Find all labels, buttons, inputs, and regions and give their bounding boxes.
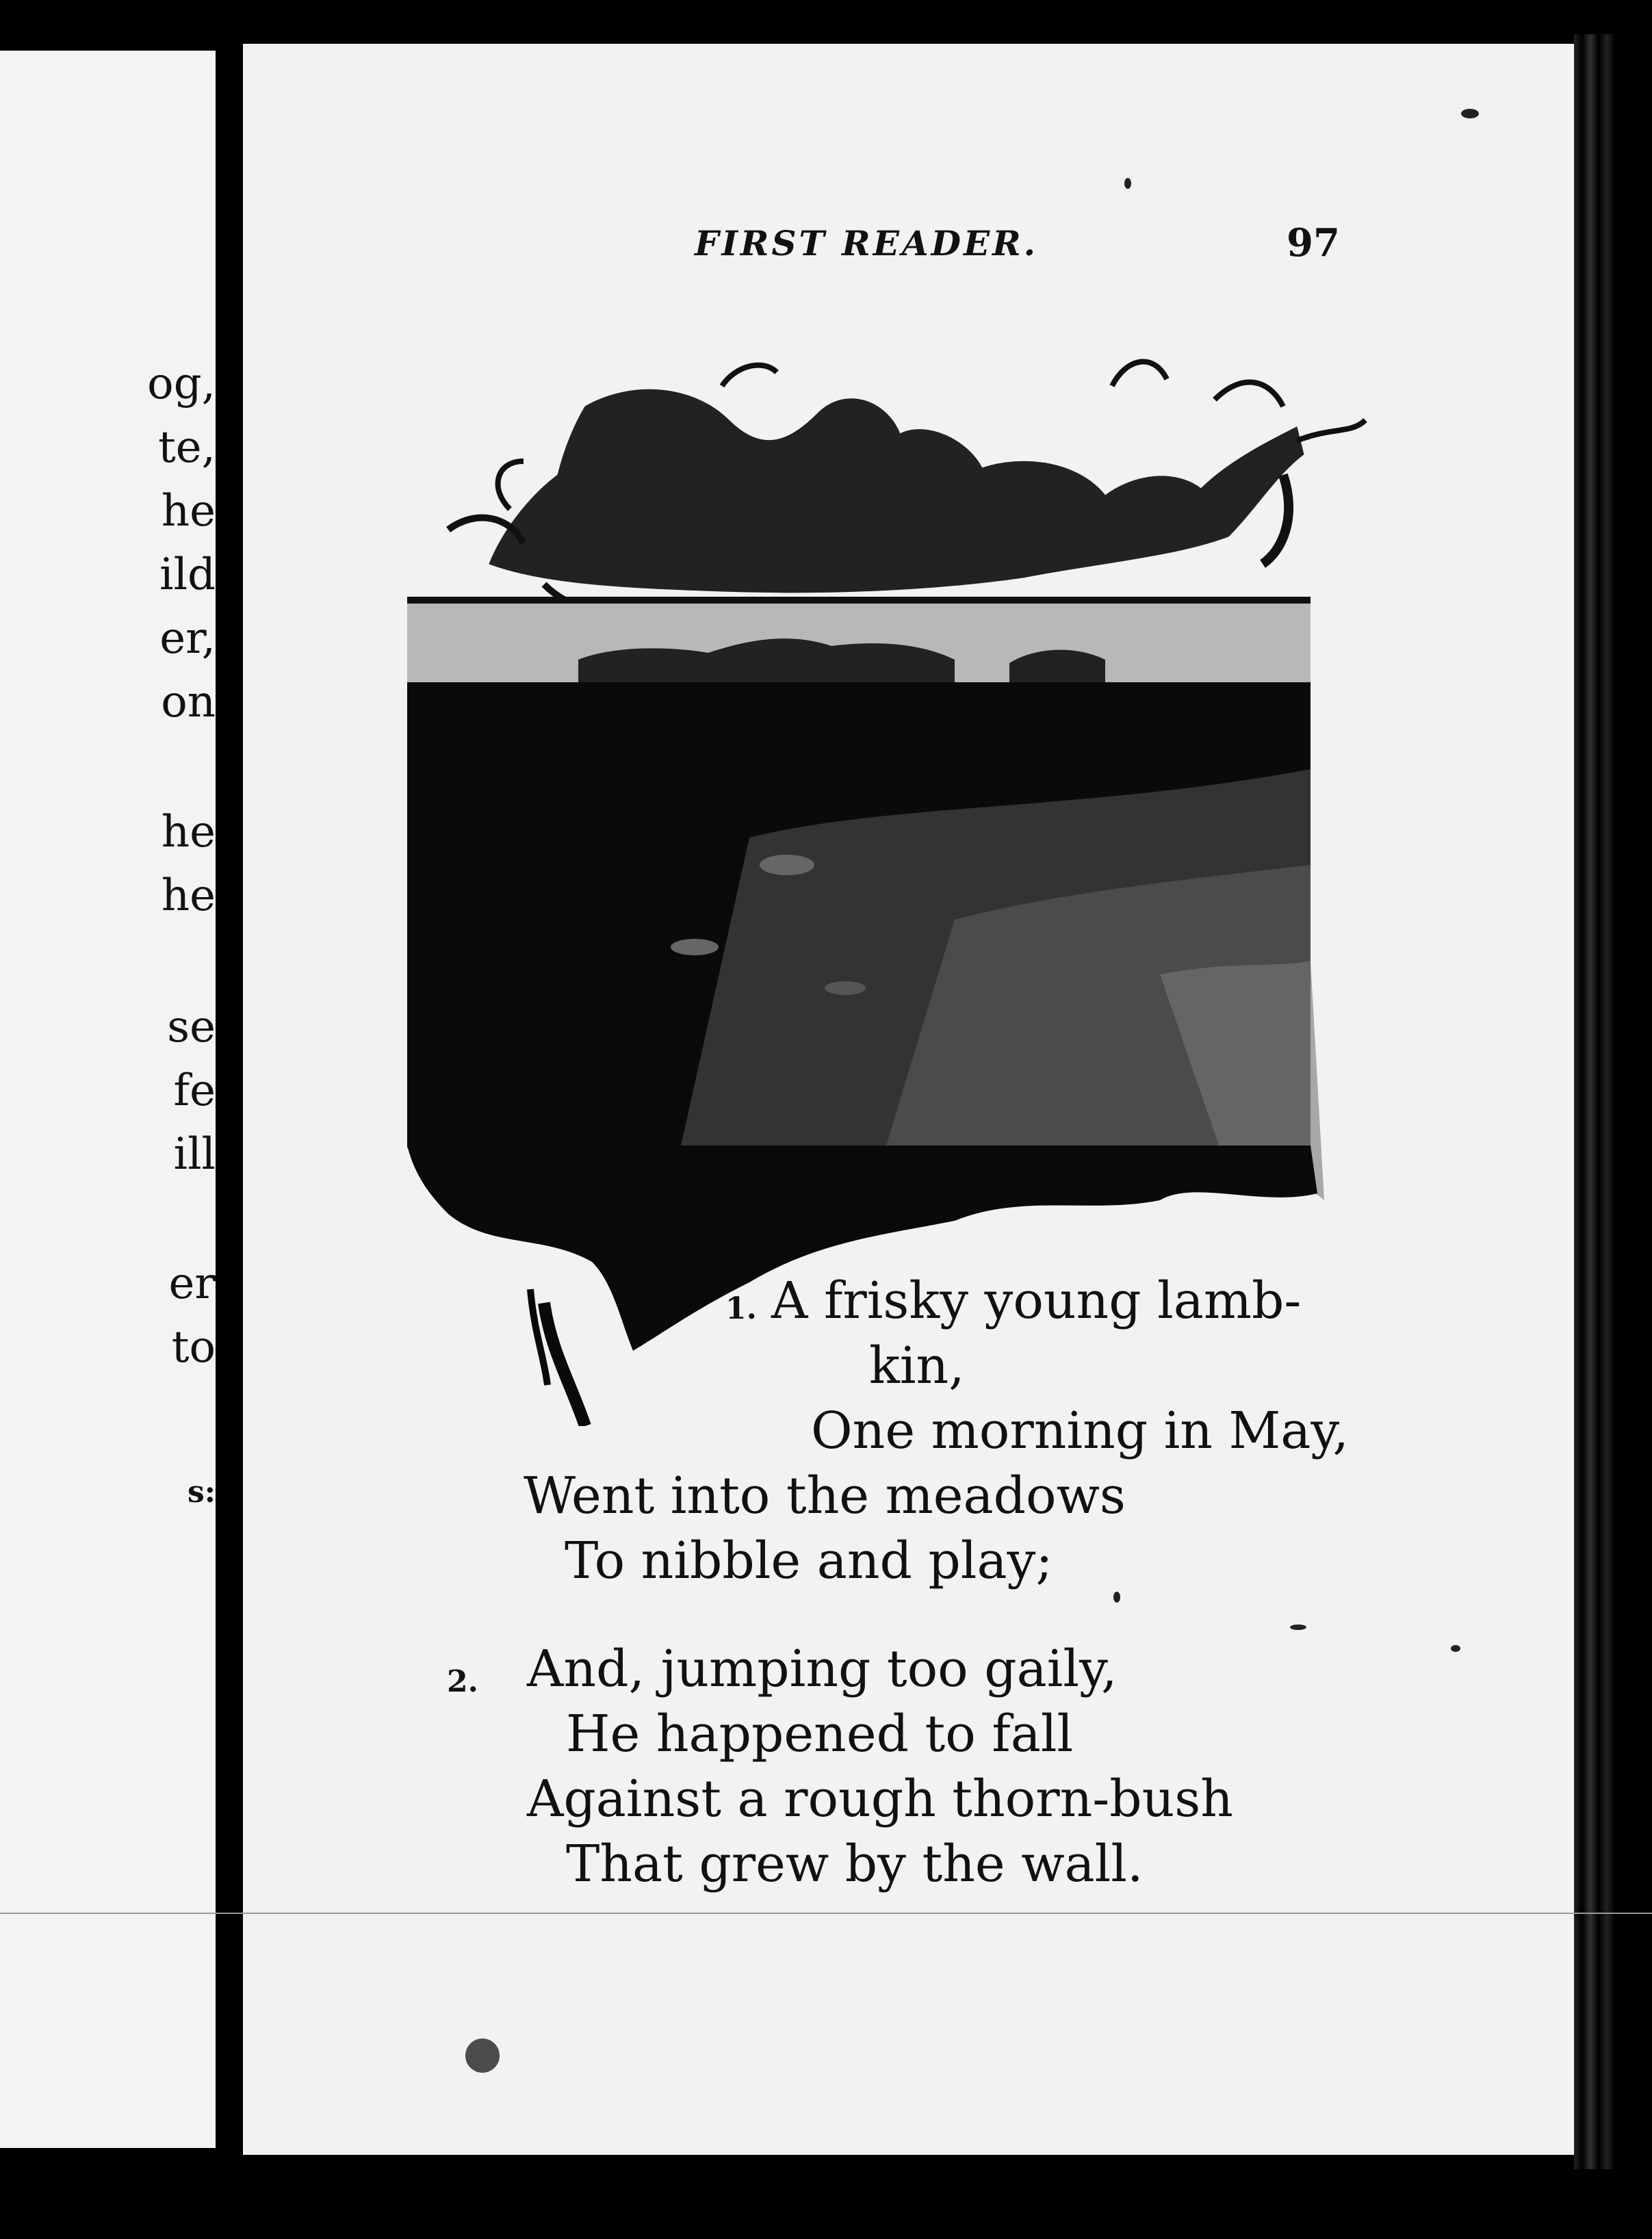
left-fragment: he — [161, 870, 216, 921]
verse-line: A frisky young lamb- — [771, 1271, 1302, 1330]
left-fragment: fe — [173, 1065, 216, 1116]
verse-line: Against a rough thorn-bush — [527, 1770, 1233, 1828]
ink-speck — [1124, 178, 1131, 189]
verse-line: kin, — [869, 1336, 965, 1395]
left-fragment: og, — [147, 359, 216, 409]
verse-line: That grew by the wall. — [566, 1835, 1144, 1893]
running-title: FIRST READER. — [695, 223, 1039, 263]
page-number: 97 — [1287, 220, 1340, 266]
left-fragment: te, — [158, 422, 216, 473]
left-fragment: on — [161, 677, 216, 727]
left-fragment: to — [171, 1322, 216, 1373]
ink-speck — [1461, 109, 1479, 118]
verse-line: One morning in May, — [811, 1401, 1349, 1460]
left-fragment: s: — [187, 1475, 216, 1510]
verse-line: He happened to fall — [566, 1705, 1074, 1763]
ink-blot — [465, 2039, 500, 2073]
ink-speck — [1451, 1645, 1460, 1652]
book-page — [243, 44, 1574, 2155]
page-gutter — [216, 41, 243, 2156]
verse-line: And, jumping too gaily, — [527, 1640, 1118, 1698]
page-edge — [1574, 34, 1615, 2169]
left-fragment: er, — [159, 613, 216, 664]
verse-line: To nibble and play; — [565, 1531, 1053, 1590]
left-fragment: ill — [173, 1129, 216, 1180]
ink-speck — [1290, 1625, 1306, 1630]
ink-speck — [1113, 1592, 1120, 1603]
stanza-number: 1. — [725, 1291, 757, 1326]
verse-line: Went into the meadows — [524, 1466, 1126, 1525]
stanza-number: 2. — [447, 1664, 478, 1699]
left-fragment: er — [168, 1258, 216, 1309]
left-fragment: ild — [159, 549, 216, 600]
left-fragment: he — [161, 486, 216, 536]
ornamental-title-vignette — [448, 362, 1365, 612]
scan-line — [0, 1913, 1652, 1914]
left-fragment: he — [161, 807, 216, 857]
meadow-illustration — [407, 359, 1379, 1426]
left-fragment: se — [167, 1002, 216, 1052]
left-facing-page — [0, 51, 216, 2148]
